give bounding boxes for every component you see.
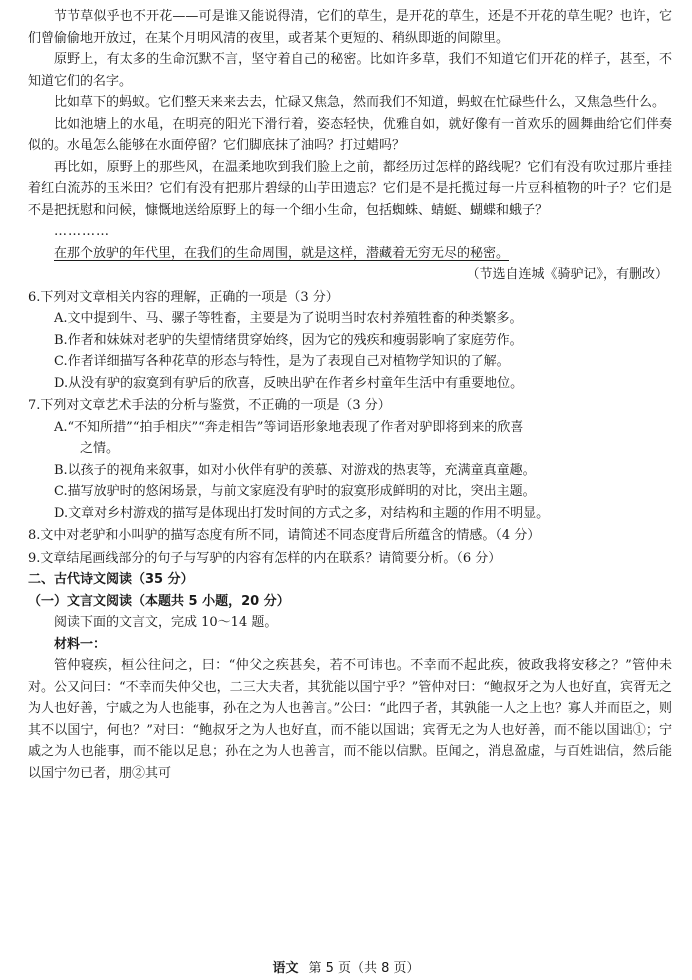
question-6-stem: 6.下列对文章相关内容的理解，正确的一项是（3 分） bbox=[28, 289, 339, 305]
section-2-title: 二、古代诗文阅读（35 分） bbox=[28, 572, 194, 587]
question-7-stem: 7.下列对文章艺术手法的分析与鉴赏，不正确的一项是（3 分） bbox=[28, 398, 391, 413]
passage-ellipsis: ………… bbox=[54, 224, 110, 239]
passage-paragraph-3: 比如草下的蚂蚁。它们整天来来去去，忙碌又焦急，然而我们不知道，蚂蚁在忙碌些什么，又焦急些什么。 bbox=[54, 95, 666, 110]
passage-paragraph-2: 原野上，有太多的生命沉默不言，坚守着自己的秘密。比如许多草，我们不知道它们开花的样子，甚至，不知道它们的名字。 bbox=[28, 52, 672, 89]
question-6-option-c: C.作者详细描写各种花草的形态与特性，是为了表现自己对植物学知识的了解。 bbox=[54, 354, 510, 369]
question-6-option-d: D.从没有驴的寂寞到有驴后的欣喜，反映出驴在作者乡村童年生活中有重要地位。 bbox=[54, 375, 524, 391]
footer-page-number: 第 5 页（共 8 页） bbox=[308, 961, 420, 976]
passage-underlined-sentence bbox=[28, 243, 672, 265]
question-7-option-a: A.“不知所措”“拍手相庆”“奔走相告”等词语形象地表现了作者对驴即将到来的欣喜 bbox=[54, 419, 524, 435]
question-6-option-a: A.文中提到牛、马、骡子等牲畜，主要是为了说明当时农村养殖牲畜的种类繁多。 bbox=[54, 311, 523, 326]
material-1-text: 管仲寝疾，桓公往问之，曰：“仲父之疾甚矣，若不可讳也。不幸而不起此疾，彼政我将安移之？”管仲未对。公又问曰：“不幸而失仲父也，二三大夫者，其犹能以国宁乎？”管仲对曰：“鲍叔牙之为人也好直，宾胥无之为人也好善，宁戚之为人也能事，孙在之为人也善言。”公曰：“此四子者，其孰能一人之上也？寡人并而臣之，则其不以国宁，何也？”对曰：“鲍叔牙之为人也好直，而不能以国诎；宾胥无之为人也好善，而不能以国诎①；宁戚之为人也能事，而不能以足息；孙在之为人也善言，而不能以信默。臣闻之，消息盈虚，与百姓诎信，然后能以国宁勿已者，朋②其可 bbox=[28, 658, 672, 781]
section-2-subtitle: （一）文言文阅读（本题共 5 小题，20 分） bbox=[28, 593, 290, 609]
passage-paragraph-4: 比如池塘上的水黾，在明亮的阳光下滑行着，姿态轻快，优雅自如，就好像有一首欢乐的圆舞曲给它们伴奏似的。水黾怎么能够在水面停留？它们脚底抹了油吗？打过蜡吗？ bbox=[28, 116, 672, 153]
passage-paragraph-1: 节节草似乎也不开花——可是谁又能说得清，它们的草生，是开花的草生，还是不开花的草生呢？也许，它们曾偷偷地开放过，在某个月明风清的夜里，或者某个更短的、稍纵即逝的间隙里。 bbox=[28, 9, 672, 46]
section-2-instruction: 阅读下面的文言文，完成 10～14 题。 bbox=[54, 615, 278, 630]
page-footer bbox=[0, 957, 692, 976]
question-7-option-a-continued: 之情。 bbox=[80, 441, 120, 456]
question-7-option-d: D.文章对乡村游戏的描写是体现出打发时间的方式之多，对结构和主题的作用不明显。 bbox=[54, 505, 550, 521]
question-8: 8.文中对老驴和小叫驴的描写态度有所不同，请简述不同态度背后所蕴含的情感。（4 分） bbox=[28, 528, 541, 543]
passage-source: （节选自连城《骑驴记》，有删改） bbox=[466, 267, 668, 282]
underlined-text: 在那个放驴的年代里，在我们的生命周围，就是这样，潜藏着无穷无尽的秘密。 bbox=[54, 245, 510, 261]
passage-paragraph-5: 再比如，原野上的那些风，在温柔地吹到我们脸上之前，都经历过怎样的路线呢？它们有没有吹过那片垂挂着红白流苏的玉米田？它们有没有把那片碧绿的山芋田遗忘？它们是不是托揽过每一片豆科植物的叶子？它们是不是把抚慰和问候，慷慨地送给原野上的每一个细小生命，包括蜘蛛、蜻蜓、蝴蝶和蛾子？ bbox=[28, 159, 672, 218]
question-7-option-c: C.描写放驴时的悠闲场景，与前文家庭没有驴时的寂寞形成鲜明的对比，突出主题。 bbox=[54, 484, 536, 499]
footer-subject: 语文 bbox=[272, 961, 299, 976]
question-9: 9.文章结尾画线部分的句子与写驴的内容有怎样的内在联系？请简要分析。（6 分） bbox=[28, 550, 502, 566]
question-7-option-b: B.以孩子的视角来叙事，如对小伙伴有驴的羡慕、对游戏的热衷等，充满童真童趣。 bbox=[54, 462, 536, 478]
material-1-label: 材料一： bbox=[54, 636, 107, 652]
question-6-option-b: B.作者和妹妹对老驴的失望情绪贯穿始终，因为它的残疾和瘦弱影响了家庭劳作。 bbox=[54, 332, 523, 348]
